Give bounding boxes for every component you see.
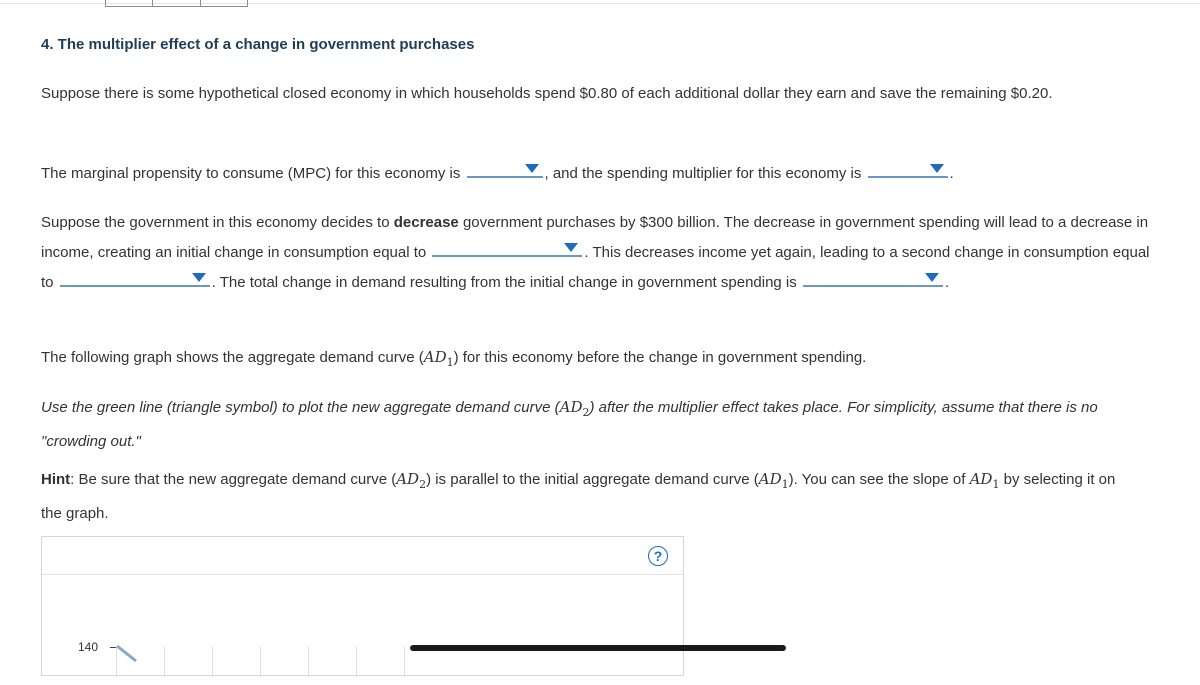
- ad2-symbol: $AD_2$: [559, 398, 590, 419]
- multiplier-text: , and the spending multiplier for this economy is: [544, 165, 862, 182]
- instruction-paragraph: Use the green line (triangle symbol) to plot the new aggregate demand curve $(AD_2)$ after the multiplier effect takes place. For simplicity, assume that there is no "crowding out.": [41, 398, 1098, 450]
- scenario-paragraph: Suppose the government in this economy decides to decrease government purchases by $300 billion. The decrease in government spending will lead to a decrease in income, creating an initial change in consumption equal to . This decreases income yet again, leading to a second change in consumption equal to . The total change in demand resulting from the initial change in government spending is .: [41, 214, 1150, 291]
- gridline: [212, 647, 213, 677]
- help-icon[interactable]: ?: [648, 546, 668, 566]
- caret-down-icon: [525, 164, 539, 173]
- ad1-symbol: $AD_1$: [423, 348, 454, 369]
- graph-panel[interactable]: [41, 536, 684, 676]
- mpc-sentence: The marginal propensity to consume (MPC) for this economy is , and the spending multiplier for this economy is .: [41, 158, 1181, 188]
- question-title: 4. The multiplier effect of a change in government purchases: [41, 36, 475, 53]
- caret-down-icon: [930, 164, 944, 173]
- drawing-tool-bar[interactable]: [410, 645, 786, 651]
- mpc-text: The marginal propensity to consume (MPC) for this economy is: [41, 165, 461, 182]
- plot-area[interactable]: [116, 645, 684, 685]
- intro-paragraph: Suppose there is some hypothetical closed economy in which households spend $0.80 of each additional dollar they earn and save the remaining $0.20.: [41, 85, 1053, 102]
- y-axis-tick-label: 140: [78, 640, 99, 654]
- graph-intro: The following graph shows the aggregate demand curve $(AD_1)$ for this economy before the change in government spending.: [41, 348, 867, 369]
- total-change-dropdown[interactable]: [803, 267, 943, 287]
- caret-down-icon: [925, 273, 939, 282]
- multiplier-dropdown[interactable]: [868, 158, 948, 178]
- graph-header-divider: [42, 574, 683, 575]
- ad1-line: [117, 646, 136, 661]
- decrease-emphasis: decrease: [393, 214, 459, 231]
- caret-down-icon: [564, 243, 578, 252]
- initial-consumption-dropdown[interactable]: [432, 237, 582, 257]
- second-consumption-dropdown[interactable]: [60, 267, 210, 287]
- hint-label: Hint: [41, 471, 71, 488]
- gridline: [356, 647, 357, 677]
- top-tab-box[interactable]: [105, 0, 248, 7]
- top-toolbar: [0, 0, 1200, 7]
- gridline: [404, 647, 405, 677]
- caret-down-icon: [192, 273, 206, 282]
- gridline: [164, 647, 165, 677]
- mpc-dropdown[interactable]: [467, 158, 543, 178]
- gridline: [308, 647, 309, 677]
- ad1-curve[interactable]: [116, 645, 146, 665]
- gridline: [260, 647, 261, 677]
- hint-paragraph: Hint: Be sure that the new aggregate demand curve $(AD_2)$ is parallel to the initial aggregate demand curve $(AD_1)$. You can see the slope of $AD_1$ by selecting it on the graph.: [41, 470, 1116, 522]
